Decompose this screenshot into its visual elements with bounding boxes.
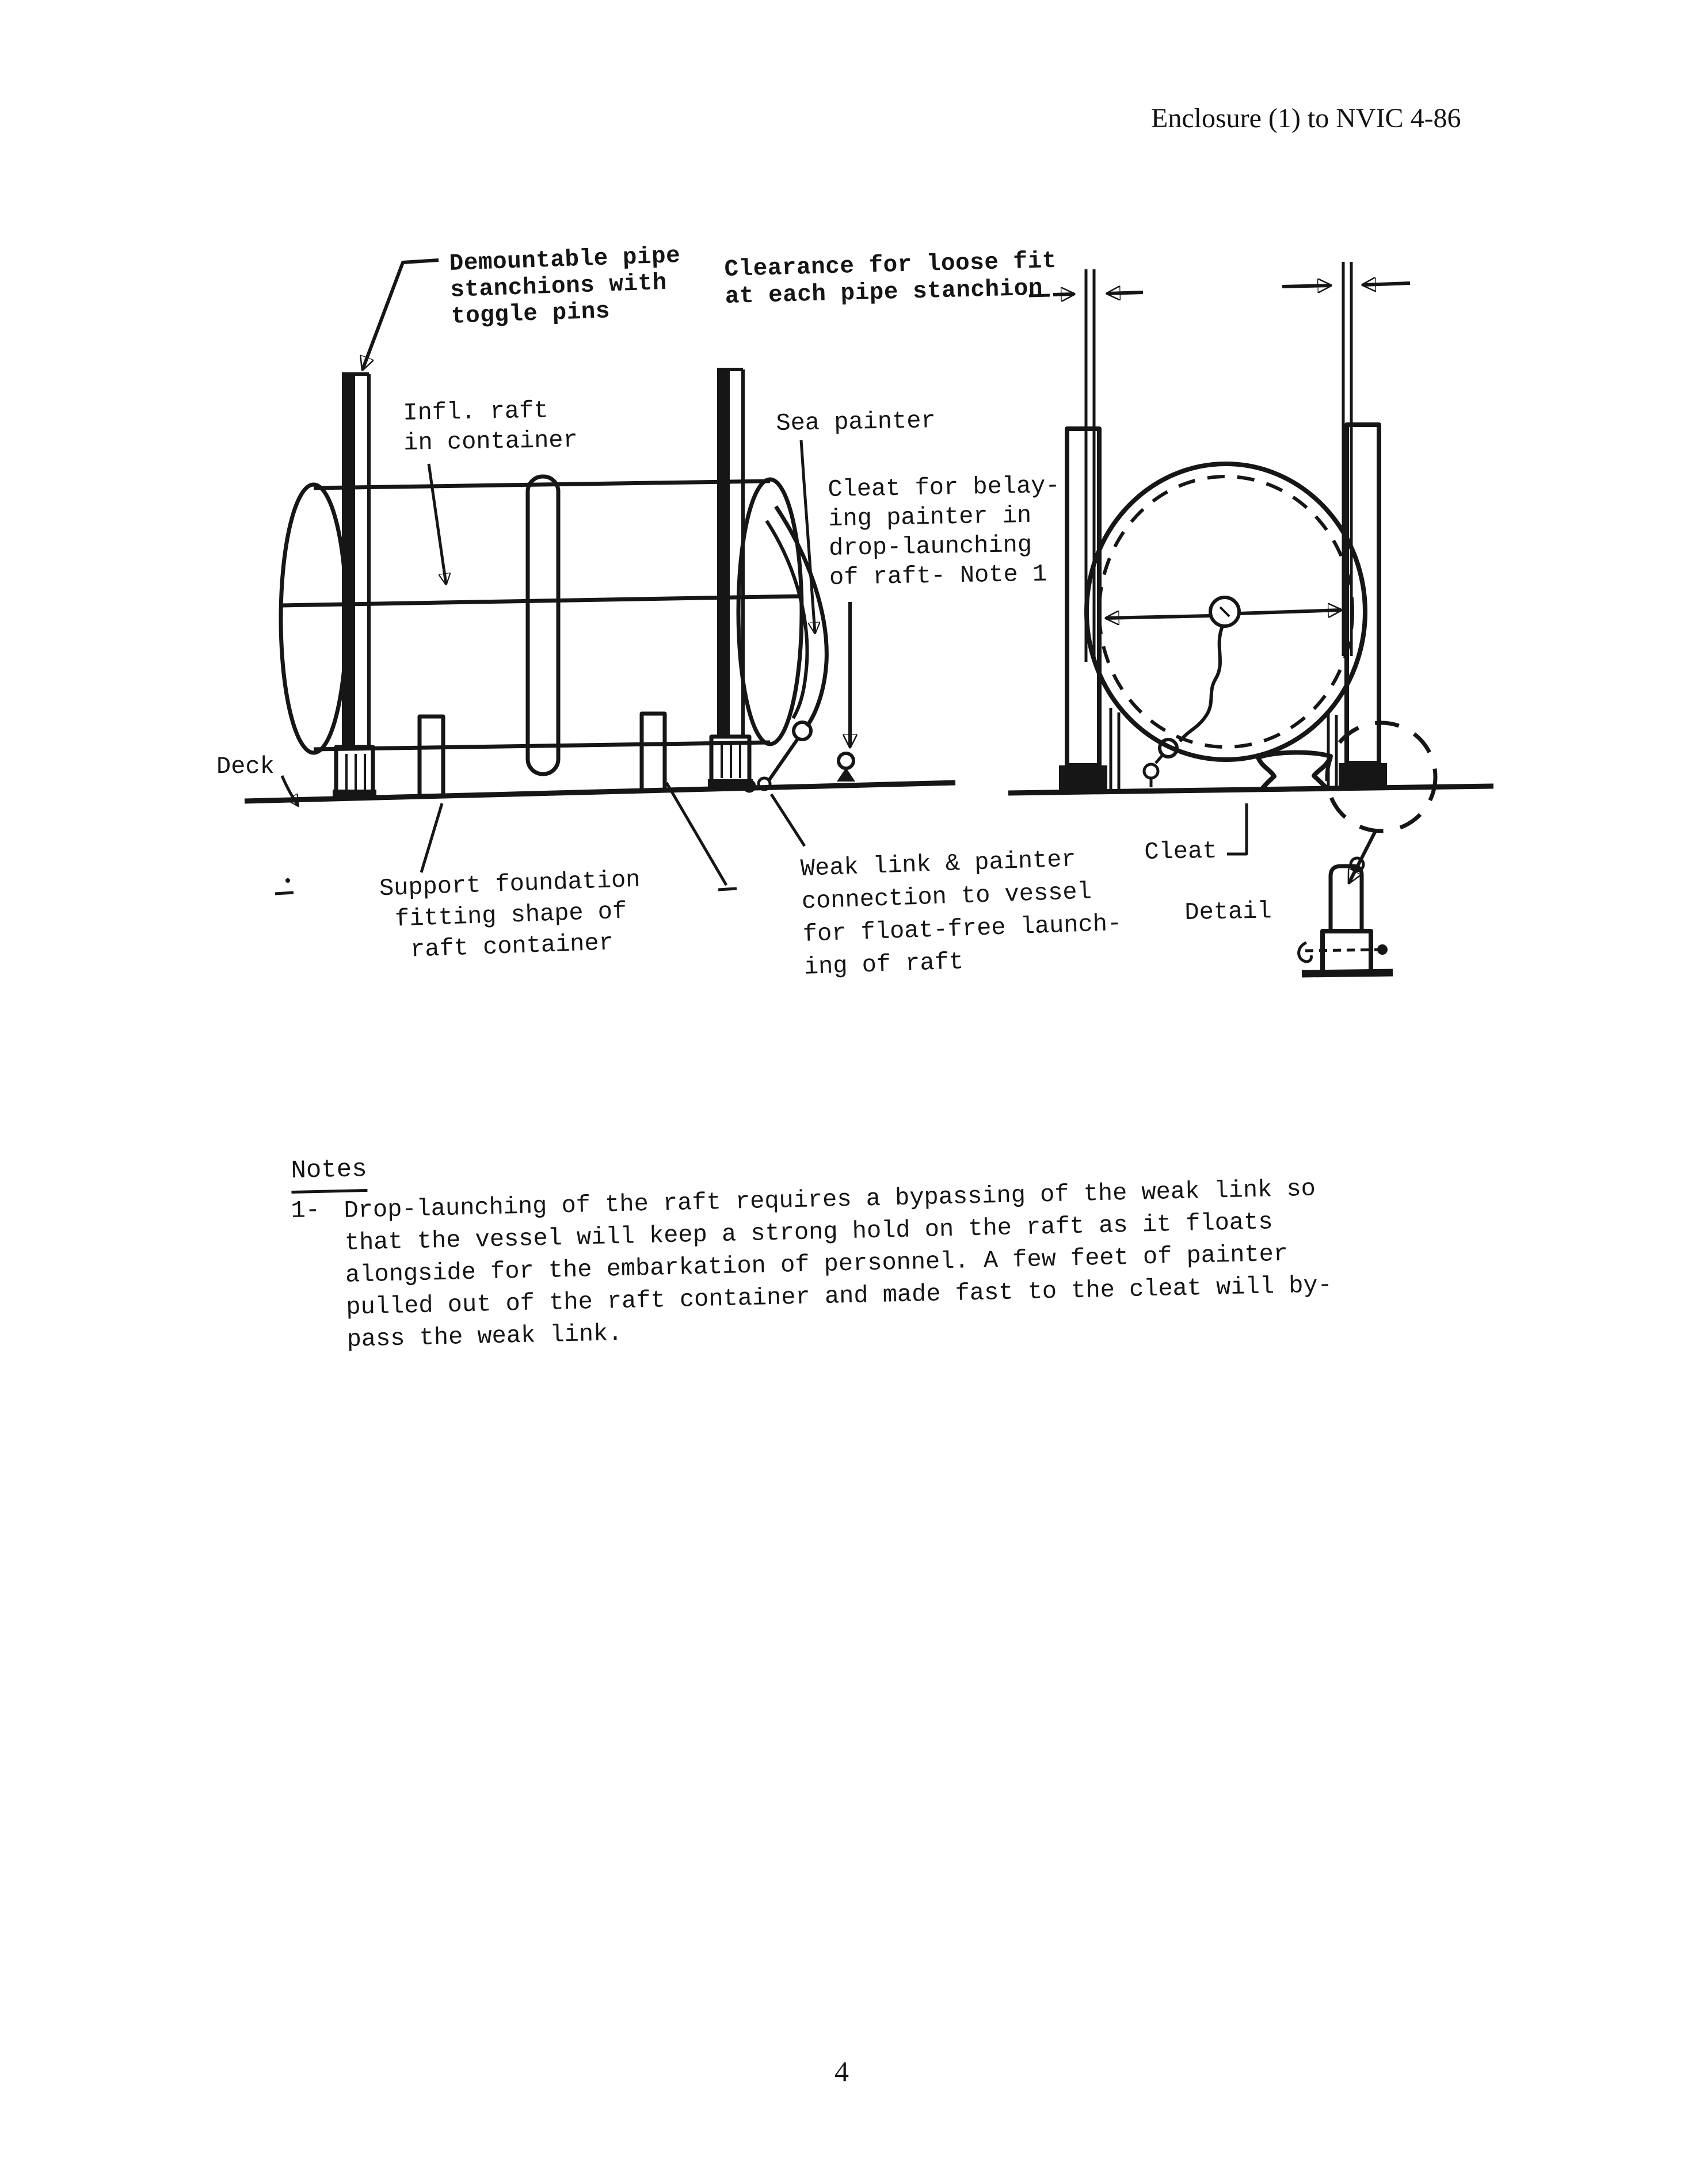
end-painter-rope <box>1180 626 1222 741</box>
cradle-right <box>1328 711 1336 788</box>
support-post-2 <box>642 714 665 790</box>
cradle-left <box>1111 708 1119 791</box>
diameter-line-right <box>1239 610 1341 613</box>
leader-cleat-label <box>1227 803 1247 854</box>
detail-socket <box>1323 931 1371 973</box>
container-left-end <box>281 485 346 753</box>
leader-weak-link <box>771 794 805 846</box>
detail-pin-axis <box>1305 950 1387 951</box>
clearance-arrow-left-b <box>1107 292 1143 294</box>
cleat-shape <box>1258 752 1331 790</box>
left-socket-base <box>333 790 376 798</box>
container-right-end <box>738 479 802 744</box>
right-socket-hatching <box>722 744 740 778</box>
enclosure-header: Enclosure (1) to NVIC 4-86 <box>1151 103 1461 134</box>
support-label-dash-right <box>718 889 737 890</box>
end-painter-ring <box>1144 764 1158 778</box>
detail-pin-knob <box>1377 944 1388 955</box>
leader-demountable <box>363 260 439 369</box>
label-deck: Deck <box>216 753 275 780</box>
left-stanchion <box>333 374 376 798</box>
label-support-foundation: Support foundation fitting shape of raft container <box>379 866 641 964</box>
left-stanchion-pipe <box>342 374 355 748</box>
support-post-1 <box>420 716 443 796</box>
container-top-line <box>314 481 770 488</box>
weak-link-foot <box>837 768 855 782</box>
page-number: 4 <box>835 2055 849 2087</box>
detail-pipe <box>1331 866 1362 931</box>
diameter-line-left <box>1106 616 1210 618</box>
detail-pin-hook <box>1299 943 1312 962</box>
scan-speck <box>285 878 290 883</box>
label-weak-link: Weak link & painter connection to vessel for float-free launch- ing of raft <box>800 845 1122 981</box>
label-cleat-belaying: Cleat for belay- ing painter in drop-launching of raft- Note 1 <box>828 471 1061 592</box>
deck-cleat <box>1258 752 1331 790</box>
detail-base-flange <box>1302 973 1393 974</box>
support-label-dash-left <box>275 893 294 894</box>
container-strap <box>528 477 558 774</box>
container-bottom-line <box>314 742 770 749</box>
left-socket-hatching <box>346 754 365 790</box>
leader-infl-raft <box>429 464 446 584</box>
weak-link-ring <box>839 753 853 768</box>
detail-drawing <box>1299 858 1393 974</box>
label-clearance: Clearance for loose fit at each pipe stanchion <box>724 247 1057 310</box>
end-right-socket-base <box>1339 763 1387 788</box>
end-painter-link <box>1156 755 1163 763</box>
label-detail: Detail <box>1184 897 1272 927</box>
painter-hook <box>794 722 811 740</box>
label-demountable-stanchions: Demountable pipe stanchions with toggle pins <box>449 242 681 330</box>
right-stanchion-pipe <box>717 369 730 737</box>
notes-title: Notes <box>291 1154 367 1194</box>
end-left-socket-base <box>1059 765 1107 792</box>
leader-support-1 <box>421 803 442 872</box>
center-hub-mark <box>1220 607 1229 616</box>
support-foundation-posts <box>420 714 665 796</box>
label-cleat: Cleat <box>1144 837 1217 866</box>
label-infl-raft: Infl. raft in container <box>403 397 578 457</box>
end-view-painter <box>1144 626 1222 787</box>
clearance-arrow-right-b <box>1363 283 1410 285</box>
note-number: 1- <box>291 1196 321 1225</box>
clearance-arrow-right-a <box>1282 285 1331 287</box>
note-text: Drop-launching of the raft requires a bypassing of the weak link so that the vessel will keep a strong hold on the raft as it floats alongside for the embarkation of personnel. A few feet of painter pulled out of the raft container and made fast to the cleat will by- pass the weak link. <box>344 1175 1333 1354</box>
right-stanchion <box>708 369 753 787</box>
label-sea-painter: Sea painter <box>776 407 936 437</box>
